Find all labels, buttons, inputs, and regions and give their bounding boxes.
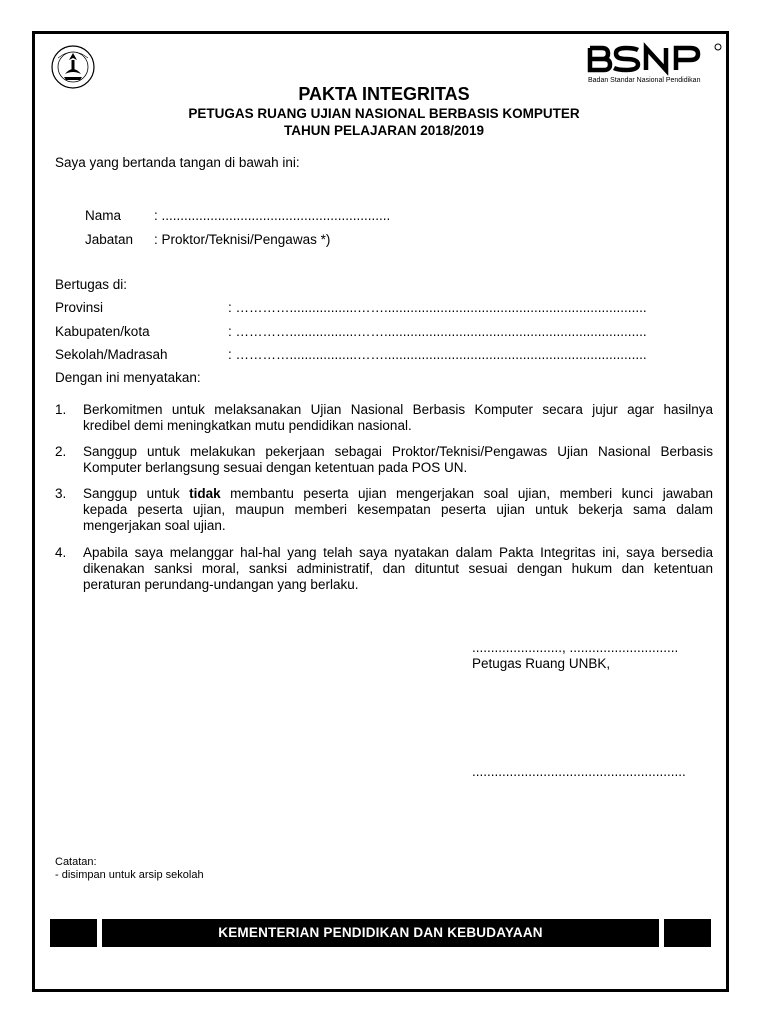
statement-4-line-1: Apabila saya melanggar hal-hal yang telah saya nyatakan dalam Pakta Integritas ini, saya bersedia [83,545,713,560]
footer-bar-right [664,919,711,947]
statement-3-post: membantu peserta ujian mengerjakan soal ujian, memberi kunci jawaban [220,486,713,501]
statement-3 [83,486,713,534]
statement-2-line-1: Sanggup untuk melakukan pekerjaan sebagai Proktor/Teknisi/Pengawas Ujian Nasional Berbasis [83,444,713,459]
statement-2-number: 2. [55,444,67,459]
district-field: : …………..................……...................................................................... [228,324,647,339]
statement-2-line-2: Komputer berlangsung sesuai dengan ketentuan pada POS UN. [83,460,468,475]
statement-2 [83,444,713,476]
academic-year: TAHUN PELAJARAN 2018/2019 [283,123,485,138]
statement-1-number: 1. [55,402,67,417]
notes-item: - disimpan untuk arsip sekolah [55,869,204,881]
school-field: : …………..................……...................................................................... [228,347,647,362]
ministry-footer: KEMENTERIAN PENDIDIKAN DAN KEBUDAYAAN [102,919,659,947]
intro-text: Saya yang bertanda tangan di bawah ini: [55,155,300,170]
signer-role: Petugas Ruang UNBK, [472,656,611,671]
statement-4-number: 4. [55,545,67,560]
statement-3-line-1 [83,486,713,502]
statement-3-number: 3. [55,486,67,501]
name-field: : ............................................................. [154,208,391,223]
statement-1-line-1: Berkomitmen untuk melaksanakan Ujian Nasional Berbasis Komputer secara jujur agar hasilnya [83,402,713,417]
bsnp-caption: Badan Standar Nasional Pendidikan [588,77,701,84]
district-label: Kabupaten/kota [55,324,150,339]
statement-3-pre: Sanggup untuk [83,486,190,501]
document-title: PAKTA INTEGRITAS [298,84,470,104]
bsnp-logo [586,42,726,86]
statement-3-line-2: kepada peserta ujian, maupun memberi kesempatan peserta ujian untuk bekerja sama dalam [83,502,713,517]
statement-1 [83,402,713,434]
notes-heading: Catatan: [55,856,97,868]
statement-4-line-2: dikenakan sanksi moral, sanksi administratif, dan dituntut sesuai dengan hukum dan ketentuan [83,561,713,576]
assignment-heading: Bertugas di: [55,277,128,292]
position-field: : Proktor/Teknisi/Pengawas *) [154,232,331,247]
province-label: Provinsi [55,300,104,315]
signature-line: ......................................................... [472,764,686,779]
province-field: : …………..................……...................................................................... [228,300,647,315]
declaration-intro: Dengan ini menyatakan: [55,370,201,385]
document-subtitle: PETUGAS RUANG UJIAN NASIONAL BERBASIS KOMPUTER [188,106,580,121]
statement-4-line-3: peraturan perundang-undangan yang berlaku. [83,577,359,592]
statement-4 [83,545,713,593]
statement-3-emphasis: tidak [189,486,221,501]
position-label: Jabatan [85,232,134,247]
school-label: Sekolah/Madrasah [55,347,168,362]
place-date-field: ........................, ............................. [472,640,679,655]
name-label: Nama [85,208,122,223]
statement-3-line-3: mengerjakan soal ujian. [83,518,226,533]
statement-1-line-2: kredibel demi meningkatkan mutu pendidikan nasional. [83,418,412,433]
footer-bar-left [50,919,97,947]
